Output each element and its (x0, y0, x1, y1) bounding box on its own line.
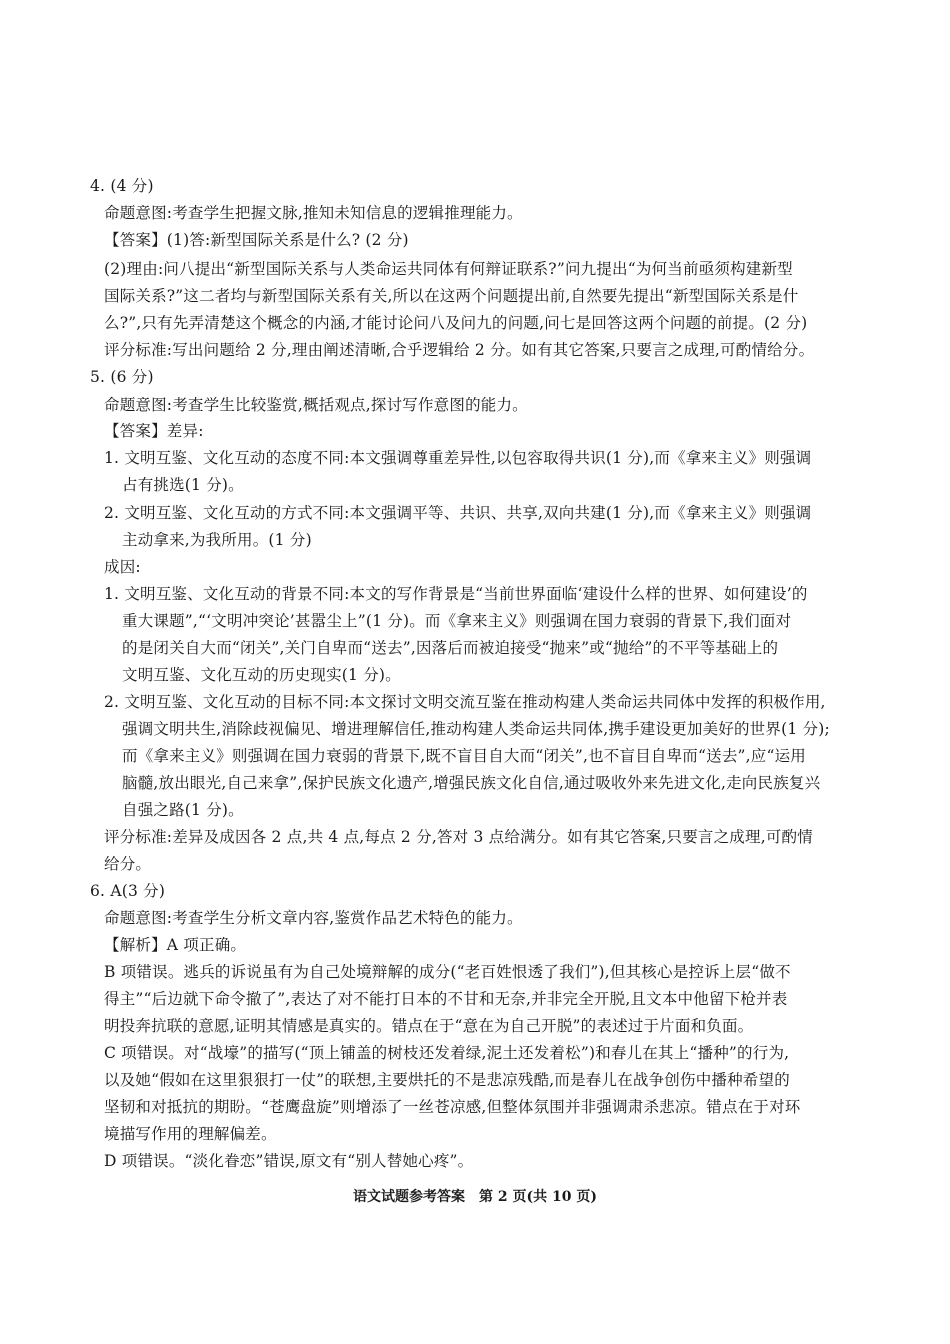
q6-option-b-line2: 得主”“后边就下命令撤了”,表达了对不能打日本的不甘和无奈,并非完全开脱,且文本中他留下枪并表 (104, 990, 788, 1008)
q5-diff-1-line1: 1. 文明互鉴、文化互动的态度不同:本文强调尊重差异性,以包容取得共识(1 分),而《拿来主义》则强调 (104, 449, 812, 467)
q4-scoring: 评分标准:写出问题给 2 分,理由阐述清晰,合乎逻辑给 2 分。如有其它答案,只要言之成理,可酌情给分。 (104, 341, 815, 359)
q5-causes-heading: 成因: (104, 558, 141, 576)
q5-cause-2-line4: 脑髓,放出眼光,自己来拿”,保护民族文化遗产,增强民族文化自信,通过吸收外来先进文化,走向民族复兴 (122, 774, 821, 792)
q5-scoring-line1: 评分标准:差异及成因各 2 点,共 4 点,每点 2 分,答对 3 点给满分。如有其它答案,只要言之成理,可酌情 (104, 828, 813, 846)
q5-answer-difference: 【答案】差异: (104, 422, 204, 440)
q5-cause-2-line5: 自强之路(1 分)。 (122, 801, 244, 819)
q5-cause-2-line1: 2. 文明互鉴、文化互动的目标不同:本文探讨文明交流互鉴在推动构建人类命运共同体中发挥的积极作用, (104, 693, 826, 711)
q6-analysis: 【解析】A 项正确。 (104, 936, 247, 954)
q5-intent: 命题意图:考查学生比较鉴赏,概括观点,探讨写作意图的能力。 (104, 396, 528, 414)
q5-cause-1-line1: 1. 文明互鉴、文化互动的背景不同:本文的写作背景是“当前世界面临‘建设什么样的世界、如何建设’的 (104, 585, 808, 603)
q5-diff-2-line2: 主动拿来,为我所用。(1 分) (122, 531, 312, 549)
q6-option-d: D 项错误。“淡化眷恋”错误,原文有“别人替她心疼”。 (104, 1152, 474, 1170)
q6-intent: 命题意图:考查学生分析文章内容,鉴赏作品艺术特色的能力。 (104, 909, 523, 927)
q5-scoring-line2: 给分。 (104, 855, 152, 873)
q6-option-c-line2: 以及她“假如在这里狠狠打一仗”的联想,主要烘托的不是悲凉残酷,而是春儿在战争创伤中播种希望的 (104, 1071, 790, 1089)
question-4-heading: 4. (4 分) (90, 177, 154, 195)
page-footer: 语文试题参考答案 第 2 页(共 10 页) (353, 1189, 597, 1205)
q5-cause-2-line2: 强调文明共生,消除歧视偏见、增进理解信任,推动构建人类命运共同体,携手建设更加美好的世界(1 分); (122, 720, 830, 738)
q4-answer-1: 【答案】(1)答:新型国际关系是什么? (2 分) (104, 231, 409, 249)
q4-answer-2-line1: (2)理由:问八提出“新型国际关系与人类命运共同体有何辩证联系?”问九提出“为何当前亟须构建新型 (104, 260, 793, 278)
q6-option-b-line3: 明投奔抗联的意愿,证明其情感是真实的。错点在于“意在为自己开脱”的表述过于片面和负面。 (104, 1017, 754, 1035)
q6-option-c-line4: 境描写作用的理解偏差。 (104, 1125, 277, 1143)
question-5-heading: 5. (6 分) (90, 368, 154, 386)
q5-diff-2-line1: 2. 文明互鉴、文化互动的方式不同:本文强调平等、共识、共享,双向共建(1 分),而《拿来主义》则强调 (104, 504, 812, 522)
q5-cause-1-line2: 重大课题”,“‘文明冲突论’甚嚣尘上”(1 分)。而《拿来主义》则强调在国力衰弱的背景下,我们面对 (122, 612, 792, 630)
q4-intent: 命题意图:考查学生把握文脉,推知未知信息的逻辑推理能力。 (104, 204, 523, 222)
q6-option-b-line1: B 项错误。逃兵的诉说虽有为自己处境辩解的成分(“老百姓恨透了我们”),但其核心是控诉上层“做不 (104, 963, 791, 981)
q5-cause-2-line3: 而《拿来主义》则强调在国力衰弱的背景下,既不盲目自大而“闭关”,也不盲目自卑而“送去”,应“运用 (122, 747, 807, 765)
q4-answer-2-line2: 国际关系?”这二者均与新型国际关系有关,所以在这两个问题提出前,自然要先提出“新型国际关系是什 (104, 287, 799, 305)
q4-answer-2-line3: 么?”,只有先弄清楚这个概念的内涵,才能讨论问八及问九的问题,问七是回答这两个问题的前提。(2 分) (104, 314, 808, 332)
q6-option-c-line3: 坚韧和对抵抗的期盼。“苍鹰盘旋”则增添了一丝苍凉感,但整体氛围并非强调肃杀悲凉。错点在于对环 (104, 1098, 801, 1116)
q5-cause-1-line3: 的是闭关自大而“闭关”,关门自卑而“送去”,因落后而被迫接受“抛来”或“抛给”的不平等基础上的 (122, 639, 779, 657)
q5-diff-1-line2: 占有挑选(1 分)。 (122, 476, 244, 494)
question-6-heading: 6. A(3 分) (90, 882, 166, 900)
q6-option-c-line1: C 项错误。对“战壕”的描写(“顶上铺盖的树枝还发着绿,泥土还发着松”)和春儿在其上“播种”的行为, (104, 1044, 790, 1062)
q5-cause-1-line4: 文明互鉴、文化互动的历史现实(1 分)。 (122, 666, 401, 684)
